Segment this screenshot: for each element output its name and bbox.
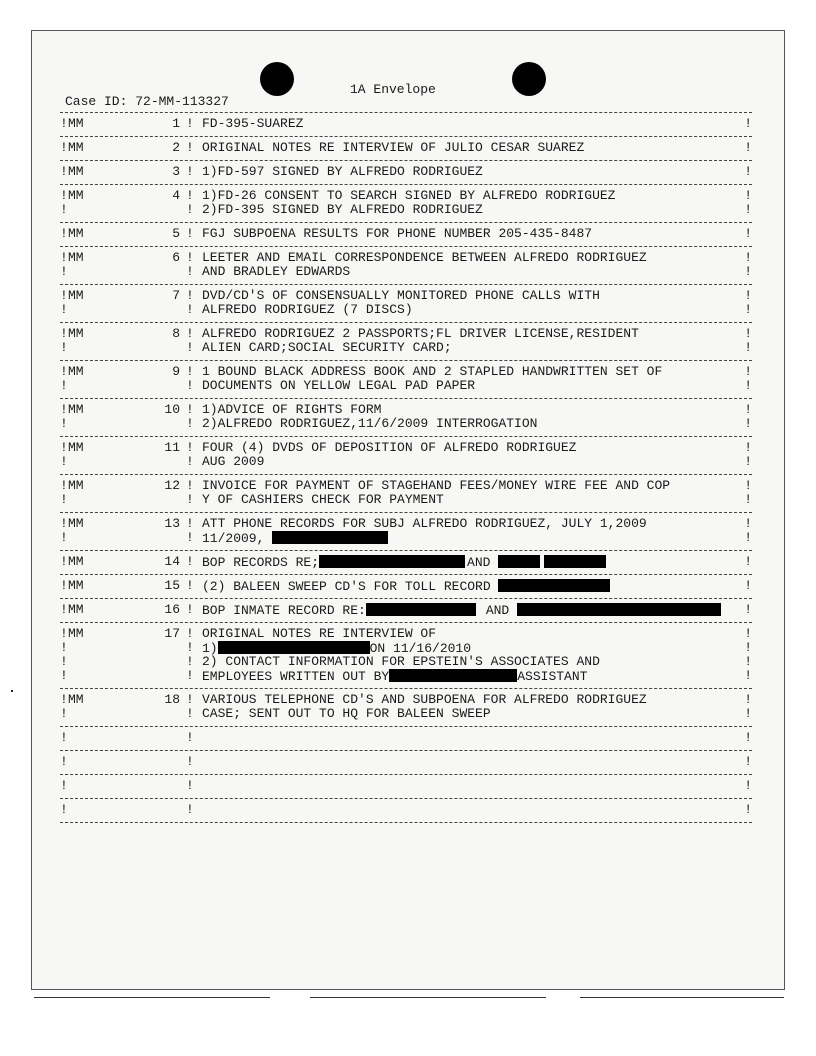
office-code: MM: [68, 226, 84, 241]
description-text: ALFREDO RODRIGUEZ (7 DISCS): [202, 302, 413, 317]
punch-hole: [512, 62, 546, 96]
row-line: [60, 117, 752, 131]
inline-text: ASSISTANT: [517, 669, 588, 684]
scan-speck: [11, 690, 13, 692]
column-divider: !: [186, 226, 194, 241]
description-text: VARIOUS TELEPHONE CD'S AND SUBPOENA FOR ALFREDO RODRIGUEZ: [202, 692, 647, 707]
description-text: BOP INMATE RECORD RE:: [202, 603, 366, 618]
column-divider: !: [744, 706, 752, 721]
table-row: [60, 285, 752, 322]
column-divider: !: [60, 516, 68, 531]
column-divider: !: [60, 654, 68, 669]
item-description: [202, 455, 264, 469]
description-text: BOP RECORDS RE;: [202, 555, 320, 570]
table-row: [60, 799, 752, 822]
redaction-box: [272, 531, 388, 544]
item-description: [202, 117, 303, 131]
row-line: [60, 327, 752, 341]
item-description: [202, 479, 670, 493]
description-text: ORIGINAL NOTES RE INTERVIEW OF JULIO CESAR SUAREZ: [202, 140, 585, 155]
item-description: [202, 303, 413, 317]
item-description: [202, 669, 587, 684]
column-divider: !: [744, 478, 752, 493]
item-description: [202, 203, 483, 217]
office-code: MM: [68, 516, 84, 531]
column-divider: !: [186, 578, 194, 593]
column-divider: !: [744, 402, 752, 417]
description-text: 1)ADVICE OF RIGHTS FORM: [202, 402, 382, 417]
column-divider: !: [744, 302, 752, 317]
column-divider: !: [60, 626, 68, 641]
column-divider: !: [744, 440, 752, 455]
redaction-box: [218, 641, 370, 654]
row-line: [60, 365, 752, 379]
column-divider: !: [60, 454, 68, 469]
column-divider: !: [60, 778, 68, 793]
office-code: MM: [68, 250, 84, 265]
column-divider: !: [186, 516, 194, 531]
column-divider: !: [744, 250, 752, 265]
column-divider: !: [186, 692, 194, 707]
row-line: [60, 379, 752, 393]
row-line: [60, 603, 752, 617]
item-description: [202, 579, 610, 594]
column-divider: !: [744, 492, 752, 507]
description-text: ORIGINAL NOTES RE INTERVIEW OF: [202, 626, 437, 641]
item-number: 5: [172, 226, 180, 241]
column-divider: !: [744, 188, 752, 203]
item-number: 1: [172, 116, 180, 131]
row-line: [60, 479, 752, 493]
item-description: [202, 265, 350, 279]
column-divider: !: [186, 188, 194, 203]
item-description: [202, 627, 436, 641]
item-description: [202, 189, 615, 203]
item-number: 14: [164, 554, 180, 569]
row-line: [60, 517, 752, 531]
column-divider: !: [186, 802, 194, 817]
column-divider: !: [186, 440, 194, 455]
item-number: 2: [172, 140, 180, 155]
row-line: [60, 669, 752, 683]
item-number: 8: [172, 326, 180, 341]
item-number: 9: [172, 364, 180, 379]
redaction-box: [389, 669, 517, 682]
column-divider: !: [744, 226, 752, 241]
row-line: [60, 417, 752, 431]
column-divider: !: [186, 378, 194, 393]
item-description: [202, 327, 639, 341]
redaction-box: [498, 579, 610, 592]
table-row: [60, 575, 752, 598]
table-row: [60, 437, 752, 474]
table-row: [60, 623, 752, 688]
item-description: [202, 365, 662, 379]
item-description: [202, 531, 388, 546]
column-divider: !: [186, 602, 194, 617]
column-divider: !: [60, 364, 68, 379]
row-line: [60, 531, 752, 545]
column-divider: !: [744, 516, 752, 531]
row-line: [60, 441, 752, 455]
column-divider: !: [186, 530, 194, 545]
column-divider: !: [744, 364, 752, 379]
row-line: [60, 189, 752, 203]
column-divider: !: [186, 626, 194, 641]
row-line: [60, 755, 752, 769]
column-divider: !: [744, 202, 752, 217]
column-divider: !: [744, 554, 752, 569]
item-description: [202, 289, 600, 303]
office-code: MM: [68, 554, 84, 569]
table-row: [60, 361, 752, 398]
item-description: [202, 655, 600, 669]
inline-text: AND: [467, 555, 491, 570]
item-description: [202, 603, 721, 618]
item-number: 7: [172, 288, 180, 303]
column-divider: !: [60, 116, 68, 131]
item-description: [202, 141, 584, 155]
table-row: [60, 113, 752, 136]
row-line: [60, 803, 752, 817]
column-divider: !: [186, 778, 194, 793]
row-line: [60, 403, 752, 417]
description-text: ATT PHONE RECORDS FOR SUBJ ALFREDO RODRIGUEZ, JULY 1,2009: [202, 516, 647, 531]
column-divider: !: [744, 264, 752, 279]
item-description: [202, 417, 537, 431]
description-text: FGJ SUBPOENA RESULTS FOR PHONE NUMBER 205-435-8487: [202, 226, 593, 241]
column-divider: !: [60, 226, 68, 241]
column-divider: !: [744, 640, 752, 655]
column-divider: !: [186, 706, 194, 721]
column-divider: !: [60, 578, 68, 593]
column-divider: !: [744, 578, 752, 593]
column-divider: !: [744, 340, 752, 355]
column-divider: !: [186, 202, 194, 217]
description-text: INVOICE FOR PAYMENT OF STAGEHAND FEES/MONEY WIRE FEE AND COP: [202, 478, 671, 493]
column-divider: !: [60, 640, 68, 655]
item-description: [202, 517, 647, 531]
column-divider: !: [60, 340, 68, 355]
row-line: [60, 693, 752, 707]
case-id: Case ID: 72-MM-113327: [65, 94, 229, 109]
column-divider: !: [186, 288, 194, 303]
description-text: FD-395-SUAREZ: [202, 116, 304, 131]
item-description: [202, 251, 647, 265]
row-line: [60, 303, 752, 317]
row-line: [60, 265, 752, 279]
column-divider: !: [60, 530, 68, 545]
item-number: 4: [172, 188, 180, 203]
column-divider: !: [60, 802, 68, 817]
item-number: 13: [164, 516, 180, 531]
column-divider: !: [60, 288, 68, 303]
redaction-box: [366, 603, 476, 616]
item-number: 12: [164, 478, 180, 493]
column-divider: !: [744, 416, 752, 431]
column-divider: !: [744, 454, 752, 469]
inline-text: ON 11/16/2010: [369, 641, 472, 656]
evidence-index-table: [60, 112, 752, 823]
item-description: [202, 555, 606, 570]
column-divider: !: [60, 402, 68, 417]
item-description: [202, 165, 483, 179]
row-line: [60, 165, 752, 179]
column-divider: !: [186, 730, 194, 745]
column-divider: !: [186, 340, 194, 355]
column-divider: !: [186, 364, 194, 379]
description-text: FOUR (4) DVDS OF DEPOSITION OF ALFREDO RODRIGUEZ: [202, 440, 577, 455]
column-divider: !: [744, 164, 752, 179]
office-code: MM: [68, 164, 84, 179]
column-divider: !: [60, 250, 68, 265]
column-divider: !: [60, 478, 68, 493]
item-description: [202, 493, 444, 507]
column-divider: !: [60, 302, 68, 317]
item-description: [202, 441, 576, 455]
description-text: Y OF CASHIERS CHECK FOR PAYMENT: [202, 492, 444, 507]
row-line: [60, 627, 752, 641]
item-number: 17: [164, 626, 180, 641]
redaction-box: [544, 555, 606, 568]
description-text: 2) CONTACT INFORMATION FOR EPSTEIN'S ASSOCIATES AND: [202, 654, 600, 669]
redaction-box: [498, 555, 540, 568]
row-separator: [60, 822, 752, 823]
column-divider: !: [744, 326, 752, 341]
office-code: MM: [68, 402, 84, 417]
column-divider: !: [60, 188, 68, 203]
column-divider: !: [186, 554, 194, 569]
description-text: ALIEN CARD;SOCIAL SECURITY CARD;: [202, 340, 452, 355]
row-line: [60, 141, 752, 155]
footer-rule: [34, 997, 270, 998]
office-code: MM: [68, 578, 84, 593]
description-text: 1 BOUND BLACK ADDRESS BOOK AND 2 STAPLED HANDWRITTEN SET OF: [202, 364, 663, 379]
column-divider: !: [186, 654, 194, 669]
column-divider: !: [744, 778, 752, 793]
redaction-box: [517, 603, 721, 616]
table-row: [60, 513, 752, 550]
column-divider: !: [186, 454, 194, 469]
table-row: [60, 775, 752, 798]
table-row: [60, 185, 752, 222]
table-row: [60, 323, 752, 360]
column-divider: !: [744, 116, 752, 131]
item-number: 11: [164, 440, 180, 455]
column-divider: !: [60, 264, 68, 279]
row-line: [60, 707, 752, 721]
column-divider: !: [60, 554, 68, 569]
description-text: 11/2009,: [202, 531, 265, 546]
description-text: LEETER AND EMAIL CORRESPONDENCE BETWEEN ALFREDO RODRIGUEZ: [202, 250, 647, 265]
punch-hole: [260, 62, 294, 96]
office-code: MM: [68, 626, 84, 641]
column-divider: !: [60, 602, 68, 617]
description-text: 2)ALFREDO RODRIGUEZ,11/6/2009 INTERROGATION: [202, 416, 538, 431]
item-description: [202, 403, 381, 417]
column-divider: !: [60, 416, 68, 431]
row-line: [60, 341, 752, 355]
column-divider: !: [186, 754, 194, 769]
office-code: MM: [68, 440, 84, 455]
table-row: [60, 551, 752, 574]
description-text: DOCUMENTS ON YELLOW LEGAL PAD PAPER: [202, 378, 476, 393]
table-row: [60, 475, 752, 512]
column-divider: !: [60, 164, 68, 179]
description-text: EMPLOYEES WRITTEN OUT BY: [202, 669, 390, 684]
column-divider: !: [744, 692, 752, 707]
description-text: 2)FD-395 SIGNED BY ALFREDO RODRIGUEZ: [202, 202, 483, 217]
description-text: 1): [202, 641, 218, 656]
row-line: [60, 251, 752, 265]
table-row: [60, 399, 752, 436]
column-divider: !: [186, 492, 194, 507]
column-divider: !: [186, 668, 194, 683]
column-divider: !: [60, 378, 68, 393]
column-divider: !: [186, 250, 194, 265]
table-row: [60, 689, 752, 726]
row-line: [60, 731, 752, 745]
inline-text: AND: [485, 603, 510, 618]
column-divider: !: [60, 140, 68, 155]
row-line: [60, 779, 752, 793]
column-divider: !: [186, 264, 194, 279]
column-divider: !: [186, 116, 194, 131]
column-divider: !: [744, 288, 752, 303]
column-divider: !: [60, 692, 68, 707]
table-row: [60, 727, 752, 750]
row-line: [60, 641, 752, 655]
office-code: MM: [68, 602, 84, 617]
office-code: MM: [68, 116, 84, 131]
table-row: [60, 599, 752, 622]
table-row: [60, 751, 752, 774]
redaction-box: [319, 555, 465, 568]
item-description: [202, 693, 647, 707]
office-code: MM: [68, 478, 84, 493]
item-number: 3: [172, 164, 180, 179]
row-line: [60, 227, 752, 241]
item-number: 16: [164, 602, 180, 617]
column-divider: !: [186, 164, 194, 179]
office-code: MM: [68, 326, 84, 341]
column-divider: !: [744, 378, 752, 393]
column-divider: !: [60, 202, 68, 217]
table-row: [60, 137, 752, 160]
column-divider: !: [744, 730, 752, 745]
table-row: [60, 161, 752, 184]
column-divider: !: [744, 602, 752, 617]
item-description: [202, 707, 491, 721]
column-divider: !: [60, 668, 68, 683]
description-text: DVD/CD'S OF CONSENSUALLY MONITORED PHONE CALLS WITH: [202, 288, 600, 303]
description-text: ALFREDO RODRIGUEZ 2 PASSPORTS;FL DRIVER LICENSE,RESIDENT: [202, 326, 639, 341]
column-divider: !: [744, 140, 752, 155]
description-text: AND BRADLEY EDWARDS: [202, 264, 351, 279]
description-text: 1)FD-597 SIGNED BY ALFREDO RODRIGUEZ: [202, 164, 483, 179]
column-divider: !: [186, 302, 194, 317]
column-divider: !: [186, 326, 194, 341]
office-code: MM: [68, 288, 84, 303]
table-row: [60, 223, 752, 246]
column-divider: !: [744, 802, 752, 817]
column-divider: !: [60, 754, 68, 769]
document-title: 1A Envelope: [350, 82, 436, 97]
row-line: [60, 555, 752, 569]
description-text: AUG 2009: [202, 454, 265, 469]
column-divider: !: [186, 478, 194, 493]
row-line: [60, 579, 752, 593]
column-divider: !: [744, 626, 752, 641]
item-number: 18: [164, 692, 180, 707]
column-divider: !: [186, 416, 194, 431]
item-number: 10: [164, 402, 180, 417]
office-code: MM: [68, 364, 84, 379]
column-divider: !: [60, 440, 68, 455]
office-code: MM: [68, 188, 84, 203]
office-code: MM: [68, 692, 84, 707]
column-divider: !: [186, 402, 194, 417]
column-divider: !: [60, 730, 68, 745]
item-description: [202, 379, 475, 393]
office-code: MM: [68, 140, 84, 155]
column-divider: !: [744, 754, 752, 769]
row-line: [60, 289, 752, 303]
row-line: [60, 203, 752, 217]
table-row: [60, 247, 752, 284]
column-divider: !: [60, 326, 68, 341]
column-divider: !: [744, 530, 752, 545]
column-divider: !: [186, 640, 194, 655]
description-text: 1)FD-26 CONSENT TO SEARCH SIGNED BY ALFREDO RODRIGUEZ: [202, 188, 616, 203]
row-line: [60, 493, 752, 507]
item-description: [202, 227, 592, 241]
column-divider: !: [60, 492, 68, 507]
item-number: 15: [164, 578, 180, 593]
item-number: 6: [172, 250, 180, 265]
row-line: [60, 455, 752, 469]
description-text: (2) BALEEN SWEEP CD'S FOR TOLL RECORD: [202, 579, 491, 594]
footer-rule: [580, 997, 784, 998]
item-description: [202, 341, 452, 355]
column-divider: !: [744, 654, 752, 669]
column-divider: !: [744, 668, 752, 683]
description-text: CASE; SENT OUT TO HQ FOR BALEEN SWEEP: [202, 706, 491, 721]
column-divider: !: [186, 140, 194, 155]
column-divider: !: [60, 706, 68, 721]
footer-rule: [310, 997, 546, 998]
row-line: [60, 655, 752, 669]
